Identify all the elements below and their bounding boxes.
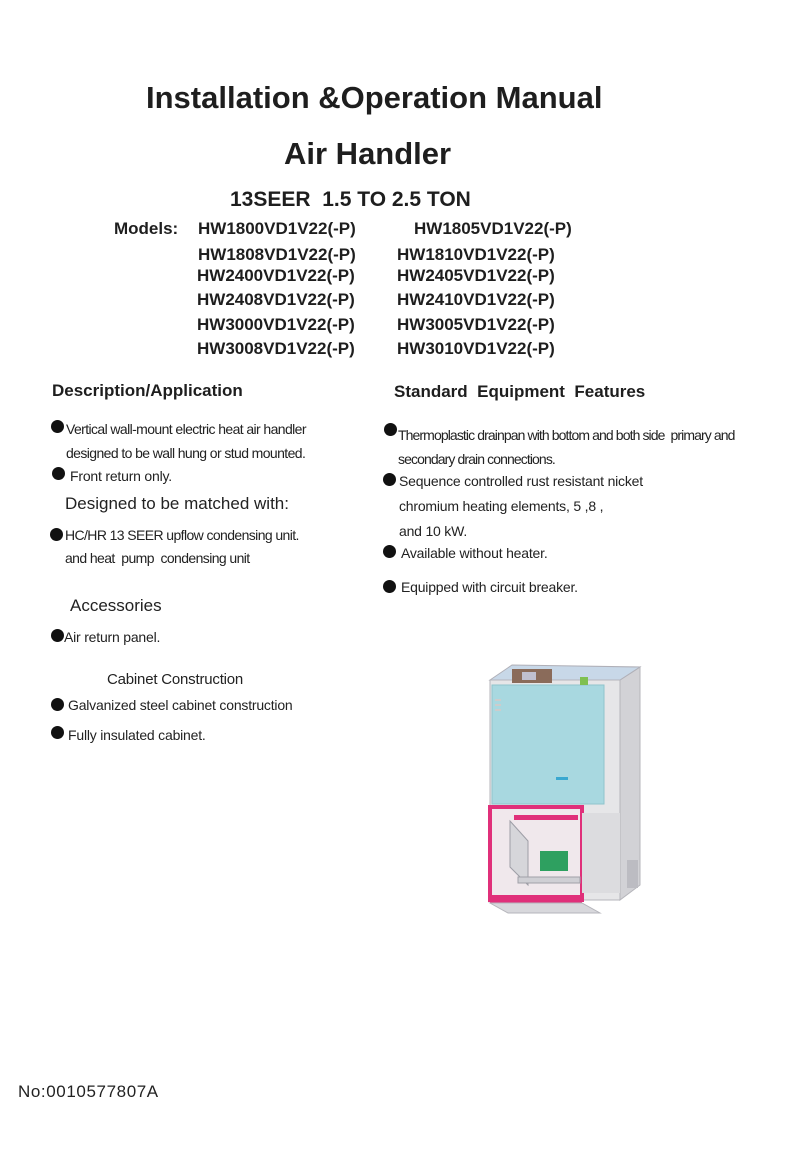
cabinet-bullet-text: Fully insulated cabinet.: [68, 727, 206, 743]
model-number: HW1808VD1V22(-P): [198, 245, 356, 264]
features-bullet-text: Available without heater.: [401, 545, 548, 561]
bullet-icon: [383, 473, 396, 486]
bullet-icon: [52, 467, 65, 480]
bullet-icon: [51, 726, 64, 739]
bullet-icon: [51, 420, 64, 433]
features-bullet-text: secondary drain connections.: [398, 451, 555, 467]
model-number: HW1810VD1V22(-P): [397, 245, 555, 264]
bullet-icon: [51, 698, 64, 711]
model-number: HW2400VD1V22(-P): [197, 266, 355, 285]
features-bullet-text: Thermoplastic drainpan with bottom and both side primary and: [398, 427, 735, 443]
models-label: Models:: [114, 219, 179, 238]
cabinet-heading: Cabinet Construction: [107, 671, 244, 688]
bullet-icon: [50, 528, 63, 541]
model-number: HW3005VD1V22(-P): [397, 315, 555, 334]
accessories-heading: Accessories: [70, 596, 162, 615]
features-heading: Standard Equipment Features: [394, 382, 646, 401]
model-number: HW3000VD1V22(-P): [197, 315, 355, 334]
bullet-icon: [384, 423, 397, 436]
description-bullet-text: Vertical wall-mount electric heat air handler: [66, 421, 306, 437]
model-number: HW2410VD1V22(-P): [397, 290, 555, 309]
features-bullet-text: and 10 kW.: [399, 523, 468, 539]
bullet-icon: [51, 629, 64, 642]
features-bullet-text: Equipped with circuit breaker.: [401, 579, 578, 595]
product-name: Air Handler: [284, 136, 452, 171]
features-bullet-text: Sequence controlled rust resistant nicket: [399, 473, 643, 489]
model-number: HW3008VD1V22(-P): [197, 339, 355, 358]
description-bullet-text: HC/HR 13 SEER upflow condensing unit.: [65, 527, 299, 543]
model-number: HW2405VD1V22(-P): [397, 266, 555, 285]
description-bullet-text: and heat pump condensing unit: [65, 550, 250, 566]
matched-heading: Designed to be matched with:: [65, 494, 289, 513]
document-title: Installation &Operation Manual: [146, 80, 603, 115]
description-heading: Description/Application: [52, 381, 243, 400]
model-number: HW1805VD1V22(-P): [414, 219, 572, 238]
features-bullet-text: chromium heating elements, 5 ,8 ,: [399, 498, 604, 514]
description-bullet-text: Front return only.: [70, 468, 172, 484]
air-handler-illustration: [470, 655, 660, 930]
model-number: HW1800VD1V22(-P): [198, 219, 356, 238]
model-number: HW3010VD1V22(-P): [397, 339, 555, 358]
cabinet-bullet-text: Galvanized steel cabinet construction: [68, 697, 293, 713]
bullet-icon: [383, 545, 396, 558]
rating-line: 13SEER 1.5 TO 2.5 TON: [230, 188, 471, 211]
description-bullet-text: designed to be wall hung or stud mounted.: [66, 445, 306, 461]
accessories-bullet-text: Air return panel.: [64, 629, 161, 645]
bullet-icon: [383, 580, 396, 593]
document-number: No:0010577807A: [18, 1082, 159, 1101]
model-number: HW2408VD1V22(-P): [197, 290, 355, 309]
